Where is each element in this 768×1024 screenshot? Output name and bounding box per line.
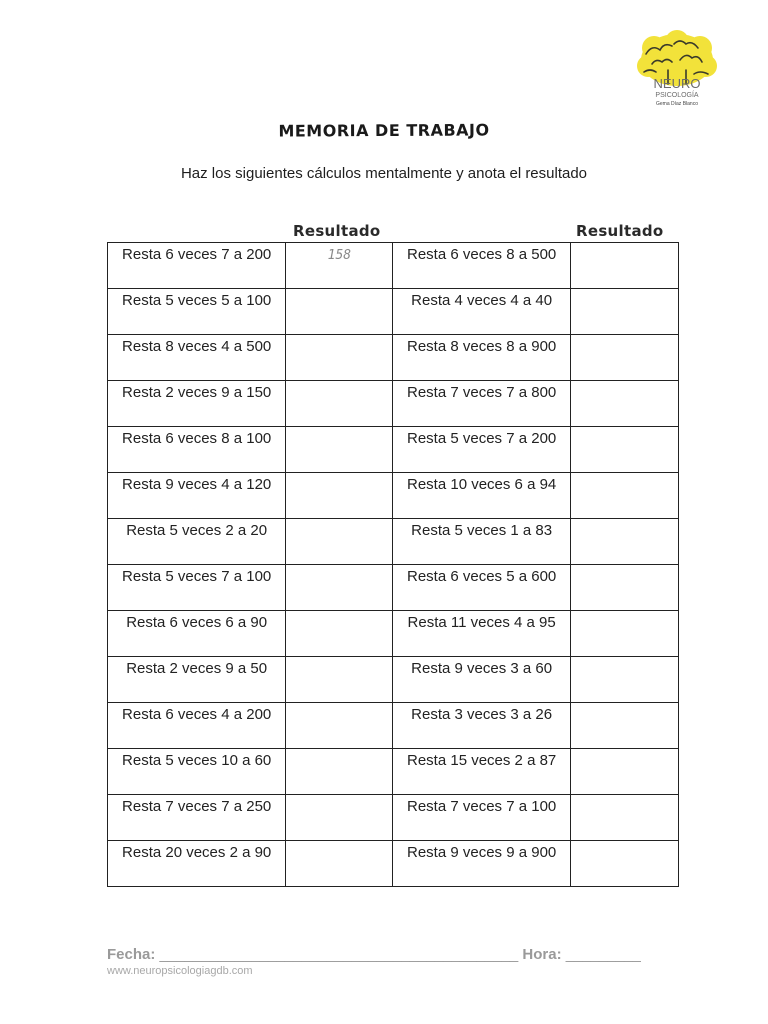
calculation-table bbox=[107, 242, 679, 887]
left-result-cell[interactable] bbox=[286, 565, 393, 611]
operation-text: Resta 8 veces 8 a 900 bbox=[407, 338, 557, 355]
left-result-cell[interactable] bbox=[286, 473, 393, 519]
table-row bbox=[108, 243, 679, 289]
table-row bbox=[108, 427, 679, 473]
left-result-cell[interactable] bbox=[286, 519, 393, 565]
operation-text: Resta 11 veces 4 a 95 bbox=[407, 614, 556, 631]
right-result-cell[interactable] bbox=[570, 519, 678, 565]
right-result-header: Resultado bbox=[576, 222, 664, 240]
right-operation-cell bbox=[393, 841, 570, 887]
left-operation-cell bbox=[108, 565, 286, 611]
right-result-cell[interactable] bbox=[570, 427, 678, 473]
footer-date-time bbox=[107, 946, 641, 963]
operation-text: Resta 6 veces 8 a 100 bbox=[122, 430, 272, 447]
operation-text: Resta 4 veces 4 a 40 bbox=[411, 292, 553, 309]
logo-text-author: Gema Díaz Blanco bbox=[656, 101, 698, 107]
right-operation-cell bbox=[393, 243, 570, 289]
table-row bbox=[108, 381, 679, 427]
operation-text: Resta 5 veces 7 a 200 bbox=[407, 430, 557, 447]
operation-text: Resta 9 veces 9 a 900 bbox=[407, 844, 557, 861]
left-operation-cell bbox=[108, 749, 286, 795]
left-result-cell[interactable] bbox=[286, 795, 393, 841]
right-result-cell[interactable] bbox=[570, 565, 678, 611]
fecha-line[interactable]: ___________________________________________ bbox=[159, 946, 519, 963]
right-operation-cell bbox=[393, 657, 570, 703]
website-url: www.neuropsicologiagdb.com bbox=[107, 965, 253, 977]
right-operation-cell bbox=[393, 381, 570, 427]
right-result-cell[interactable] bbox=[570, 841, 678, 887]
right-operation-cell bbox=[393, 749, 570, 795]
operation-text: Resta 7 veces 7 a 100 bbox=[407, 798, 557, 815]
instructions-text: Haz los siguientes cálculos mentalmente y anota el resultado bbox=[180, 165, 588, 182]
operation-text: Resta 6 veces 7 a 200 bbox=[122, 246, 272, 263]
right-result-cell[interactable] bbox=[570, 381, 678, 427]
right-result-cell[interactable] bbox=[570, 473, 678, 519]
operation-text: Resta 2 veces 9 a 150 bbox=[122, 384, 272, 401]
left-operation-cell bbox=[108, 335, 286, 381]
right-operation-cell bbox=[393, 473, 570, 519]
right-operation-cell bbox=[393, 611, 570, 657]
left-operation-cell bbox=[108, 243, 286, 289]
table-row bbox=[108, 841, 679, 887]
left-operation-cell bbox=[108, 289, 286, 335]
operation-text: Resta 8 veces 4 a 500 bbox=[122, 338, 272, 355]
left-operation-cell bbox=[108, 841, 286, 887]
operation-text: Resta 20 veces 2 a 90 bbox=[122, 844, 272, 861]
right-operation-cell bbox=[393, 335, 570, 381]
left-result-cell[interactable] bbox=[286, 335, 393, 381]
fecha-label: Fecha: bbox=[107, 946, 156, 963]
left-operation-cell bbox=[108, 795, 286, 841]
page-title: MEMORIA DE TRABAJO bbox=[278, 120, 490, 141]
right-operation-cell bbox=[393, 565, 570, 611]
table-row bbox=[108, 335, 679, 381]
right-result-cell[interactable] bbox=[570, 703, 678, 749]
left-result-cell[interactable] bbox=[286, 657, 393, 703]
operation-text: Resta 9 veces 3 a 60 bbox=[411, 660, 553, 677]
operation-text: Resta 6 veces 4 a 200 bbox=[122, 706, 272, 723]
hora-line[interactable]: _________ bbox=[565, 946, 641, 963]
operation-text: Resta 6 veces 5 a 600 bbox=[407, 568, 557, 585]
right-result-cell[interactable] bbox=[570, 335, 678, 381]
result-value: 158 bbox=[327, 248, 352, 263]
table-row bbox=[108, 795, 679, 841]
left-result-cell[interactable] bbox=[286, 703, 393, 749]
left-result-cell[interactable] bbox=[286, 289, 393, 335]
operation-text: Resta 2 veces 9 a 50 bbox=[126, 660, 268, 677]
left-result-cell[interactable] bbox=[286, 427, 393, 473]
operation-text: Resta 5 veces 1 a 83 bbox=[411, 522, 553, 539]
left-result-cell[interactable] bbox=[286, 841, 393, 887]
hora-label: Hora: bbox=[522, 946, 562, 963]
operation-text: Resta 10 veces 6 a 94 bbox=[407, 476, 557, 493]
left-operation-cell bbox=[108, 519, 286, 565]
right-result-cell[interactable] bbox=[570, 243, 678, 289]
table-row bbox=[108, 703, 679, 749]
left-result-cell[interactable] bbox=[286, 611, 393, 657]
operation-text: Resta 6 veces 6 a 90 bbox=[126, 614, 268, 631]
logo-text-neuro: NEURO bbox=[653, 76, 701, 91]
operation-text: Resta 6 veces 8 a 500 bbox=[407, 246, 557, 263]
table-row bbox=[108, 749, 679, 795]
table-row bbox=[108, 473, 679, 519]
right-operation-cell bbox=[393, 289, 570, 335]
neuropsicologia-logo bbox=[634, 30, 720, 116]
operation-text: Resta 7 veces 7 a 250 bbox=[122, 798, 272, 815]
table-row bbox=[108, 657, 679, 703]
operation-text: Resta 9 veces 4 a 120 bbox=[122, 476, 272, 493]
right-operation-cell bbox=[393, 795, 570, 841]
left-operation-cell bbox=[108, 381, 286, 427]
right-result-cell[interactable] bbox=[570, 795, 678, 841]
operation-text: Resta 15 veces 2 a 87 bbox=[407, 752, 557, 769]
operation-text: Resta 3 veces 3 a 26 bbox=[411, 706, 553, 723]
left-operation-cell bbox=[108, 611, 286, 657]
table-row bbox=[108, 611, 679, 657]
operation-text: Resta 5 veces 10 a 60 bbox=[122, 752, 272, 769]
table-row bbox=[108, 289, 679, 335]
logo-text-psicologia: PSICOLOGÍA bbox=[655, 92, 699, 99]
left-result-header: Resultado bbox=[293, 222, 381, 240]
table-row bbox=[108, 519, 679, 565]
table-row bbox=[108, 565, 679, 611]
left-result-cell[interactable] bbox=[286, 749, 393, 795]
left-operation-cell bbox=[108, 473, 286, 519]
operation-text: Resta 5 veces 2 a 20 bbox=[126, 522, 268, 539]
left-result-cell[interactable] bbox=[286, 381, 393, 427]
operation-text: Resta 7 veces 7 a 800 bbox=[407, 384, 557, 401]
right-result-cell[interactable] bbox=[570, 657, 678, 703]
left-operation-cell bbox=[108, 657, 286, 703]
left-operation-cell bbox=[108, 427, 286, 473]
right-operation-cell bbox=[393, 427, 570, 473]
right-result-cell[interactable] bbox=[570, 289, 678, 335]
right-operation-cell bbox=[393, 519, 570, 565]
operation-text: Resta 5 veces 5 a 100 bbox=[122, 292, 272, 309]
right-result-cell[interactable] bbox=[570, 749, 678, 795]
left-operation-cell bbox=[108, 703, 286, 749]
left-result-cell[interactable] bbox=[286, 243, 393, 289]
operation-text: Resta 5 veces 7 a 100 bbox=[122, 568, 272, 585]
right-operation-cell bbox=[393, 703, 570, 749]
right-result-cell[interactable] bbox=[570, 611, 678, 657]
